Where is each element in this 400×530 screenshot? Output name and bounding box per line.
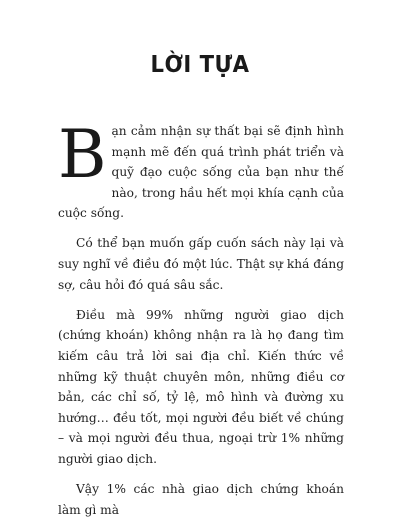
page-title: LỜI TỰA (150, 52, 250, 78)
drop-cap: B (58, 116, 107, 193)
paragraph-1 (58, 116, 344, 224)
paragraph-3: Điều mà 99% những người giao dịch (chứng khoán) không nhận ra là họ đang tìm kiếm câu trả lời sai địa chỉ. Kiến thức về những kỹ thuật chuyên môn, những điều cơ bản, các chỉ số, tỷ lệ, mô hình và đường xu hướng… đều tốt, mọi người đều biết về chúng – và mọi người đều thua, ngoại trừ 1% những người giao dịch. (58, 307, 344, 466)
paragraph-2: Có thể bạn muốn gấp cuốn sách này lại và suy nghĩ về điều đó một lúc. Thật sự khá đáng sợ, câu hỏi đó quá sâu sắc. (58, 236, 344, 292)
body-text (58, 116, 344, 530)
paragraph-1-text: ạn cảm nhận sự thất bại sẽ định hình mạnh mẽ đến quá trình phát triển và quỹ đạo cuộc sống của bạn như thế nào, trong hầu hết mọi khía cạnh của cuộc sống. (58, 124, 344, 221)
paragraph-4: Vậy 1% các nhà giao dịch chứng khoán làm gì mà (58, 482, 344, 517)
